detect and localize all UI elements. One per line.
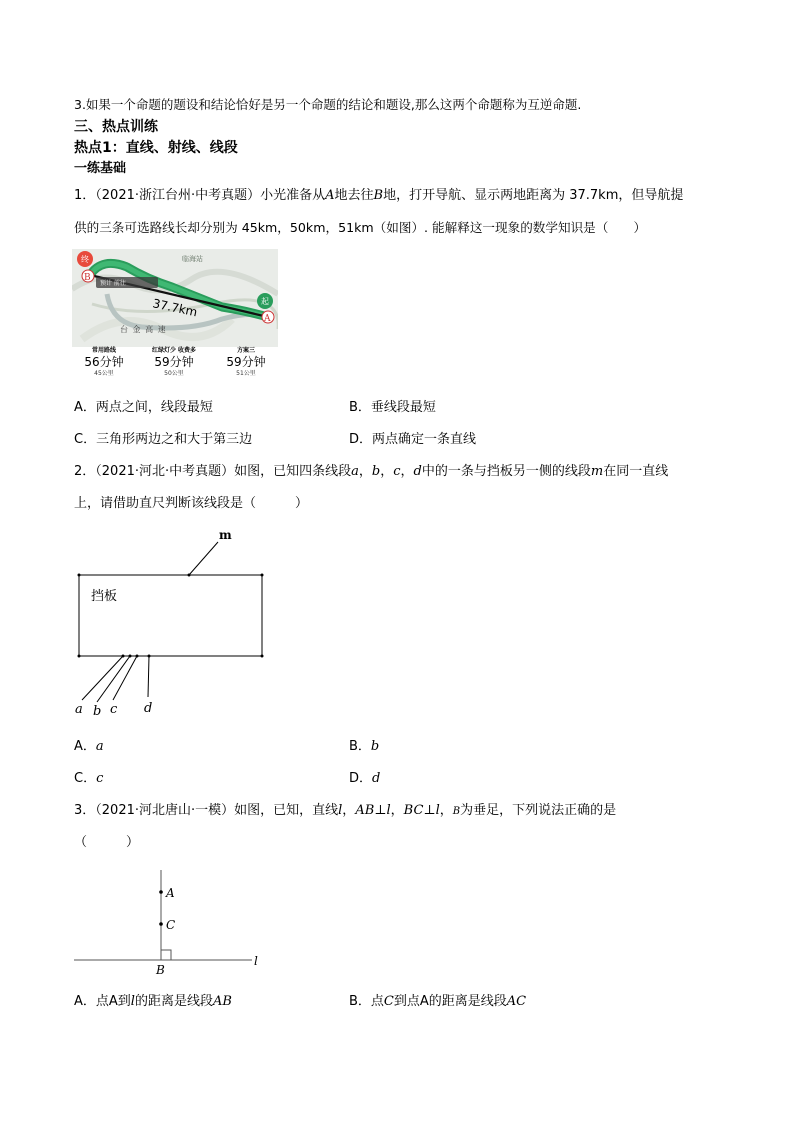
map-point-a: A <box>264 314 271 324</box>
q3-sep-3: ， <box>439 803 453 818</box>
q2-line1-end: 在同一直线 <box>603 464 669 479</box>
label-c: C <box>166 918 176 932</box>
route-3-label: 方案三 <box>236 347 255 354</box>
q3-b-foot: B <box>452 806 461 817</box>
q1-option-a[interactable]: A．两点之间，线段最短 <box>74 400 213 415</box>
map-highway-label: 台 金 高 速 <box>120 325 167 334</box>
q2-option-c-prefix: C． <box>74 771 97 786</box>
board-label: 挡板 <box>91 589 118 604</box>
label-b: B <box>156 963 165 977</box>
q3-option-b-c: C <box>383 994 394 1009</box>
q2-option-d-prefix: D． <box>349 771 373 786</box>
label-d: d <box>144 701 153 716</box>
route-2-dist: 50公里 <box>164 370 184 377</box>
q2-option-b-prefix: B． <box>349 739 371 754</box>
q3-option-a-seg: AB <box>212 994 232 1009</box>
q2-var-a: a <box>351 464 359 479</box>
map-station-label: 临海站 <box>182 255 203 263</box>
q3-line1-pre: 3．（2021·河北唐山·一模）如图，已知，直线 <box>74 803 339 818</box>
q2-option-d[interactable] <box>349 770 380 788</box>
map-point-b: B <box>84 273 91 283</box>
map-distance-label: 37.7km <box>151 296 199 320</box>
q2-option-d-value: d <box>372 771 381 786</box>
q3-option-a-mid: 的距离是线段 <box>134 994 213 1009</box>
q2-var-b: b <box>371 464 381 479</box>
route-2-time: 59分钟 <box>154 355 194 369</box>
baffle-figure <box>60 522 280 720</box>
q1-line1-end: 地，打开导航、显示两地距离为 37.7km，但导航提 <box>383 188 684 203</box>
section-title: 三、热点训练 <box>74 119 158 135</box>
q2-line1-mid: 中的一条与挡板另一侧的线段 <box>421 464 591 479</box>
q3-option-a[interactable] <box>74 993 232 1011</box>
point-a <box>159 890 163 894</box>
map-start-badge: 起 <box>261 297 269 306</box>
q1-line1 <box>74 187 683 205</box>
q3-option-b[interactable] <box>349 993 526 1011</box>
route-1-label: 常用路线 <box>91 347 116 354</box>
q1-line2: 供的三条可选路线长却分别为 45km，50km，51km（如图）. 能解释这一现象的数学知识是（ ） <box>74 220 647 235</box>
q2-line1-pre: 2．（2021·河北·中考真题）如图，已知四条线段 <box>74 464 352 479</box>
route-option-3 <box>216 347 276 378</box>
q2-option-b-value: b <box>370 739 380 754</box>
point-c <box>159 922 163 926</box>
map-end-badge: 终 <box>81 255 89 264</box>
route-stats <box>72 347 278 387</box>
q1-line1-text: 1．（2021·浙江台州·中考真题）小光准备从 <box>74 188 326 203</box>
intro-line: 3.如果一个命题的题设和结论恰好是另一个命题的结论和题设,那么这两个命题称为互逆命题. <box>74 97 582 112</box>
q1-line1-mid: 地去往 <box>334 188 374 203</box>
q3-option-a-pre: A．点A到 <box>74 994 131 1009</box>
hotspot-title: 热点1：直线、射线、线段 <box>74 140 238 156</box>
q2-line1: 2．（2021·河北·中考真题）如图，已知四条线段a，b，c，d中的一条与挡板另一侧的线段m在同一直线 <box>74 464 669 479</box>
route-1-dist: 45公里 <box>94 370 114 377</box>
q2-line2: 上，请借助直尺判断该线段是（ ） <box>74 496 309 511</box>
q3-option-b-mid: 到点A的距离是线段 <box>393 994 507 1009</box>
baffle-rectangle <box>79 575 262 656</box>
svg-text:预计 前往: 预计 前往 <box>100 280 126 287</box>
q1-var-a: A <box>325 188 335 203</box>
route-3-time: 59分钟 <box>226 355 266 369</box>
q3-option-a-l: l <box>130 994 135 1009</box>
map-svg <box>72 249 278 347</box>
q2-var-m: m <box>590 464 604 479</box>
right-angle-mark <box>161 950 171 960</box>
q2-option-a-prefix: A． <box>74 739 96 754</box>
q3-line1-end: 为垂足，下列说法正确的是 <box>460 803 617 818</box>
sub-title: 一练基础 <box>74 161 127 176</box>
label-l: l <box>254 954 258 968</box>
q2-option-c[interactable] <box>74 770 103 788</box>
q2-option-b[interactable] <box>349 738 379 756</box>
label-b: b <box>93 704 102 719</box>
q3-line1 <box>74 802 616 821</box>
q3-option-b-seg: AC <box>506 994 527 1009</box>
q2-option-a[interactable] <box>74 738 104 756</box>
label-a: a <box>75 702 83 717</box>
q3-sep-2: ， <box>390 803 404 818</box>
segment-m <box>189 542 218 575</box>
segment-d <box>148 656 149 697</box>
route-option-1 <box>74 347 134 378</box>
q3-option-b-pre: B．点 <box>349 994 384 1009</box>
route-option-2 <box>144 347 204 378</box>
q1-option-c[interactable]: C．三角形两边之和大于第三边 <box>74 432 253 447</box>
route-2-label: 红绿灯少 收费多 <box>151 347 197 354</box>
q3-bc-perp: BC⊥l <box>403 803 440 818</box>
q1-var-b: B <box>373 188 384 203</box>
q2-option-c-value: c <box>96 771 104 786</box>
q2-option-a-value: a <box>95 739 104 754</box>
q1-option-b[interactable]: B．垂线段最短 <box>349 400 436 415</box>
q1-option-d[interactable]: D．两点确定一条直线 <box>349 432 477 447</box>
q3-ab-perp: AB⊥l <box>355 803 391 818</box>
q2-var-c: c <box>393 464 401 479</box>
label-a: A <box>166 886 175 900</box>
label-m: m <box>219 528 232 542</box>
perpendicular-figure <box>72 862 272 977</box>
route-1-time: 56分钟 <box>84 355 124 369</box>
q3-sep-1: ， <box>342 803 356 818</box>
route-3-dist: 51公里 <box>236 370 256 377</box>
q3-var-l: l <box>338 803 343 818</box>
q3-line2: （ ） <box>74 835 140 850</box>
label-c: c <box>110 702 118 717</box>
navigation-map-image <box>72 249 278 387</box>
q2-var-d: d <box>413 464 422 479</box>
